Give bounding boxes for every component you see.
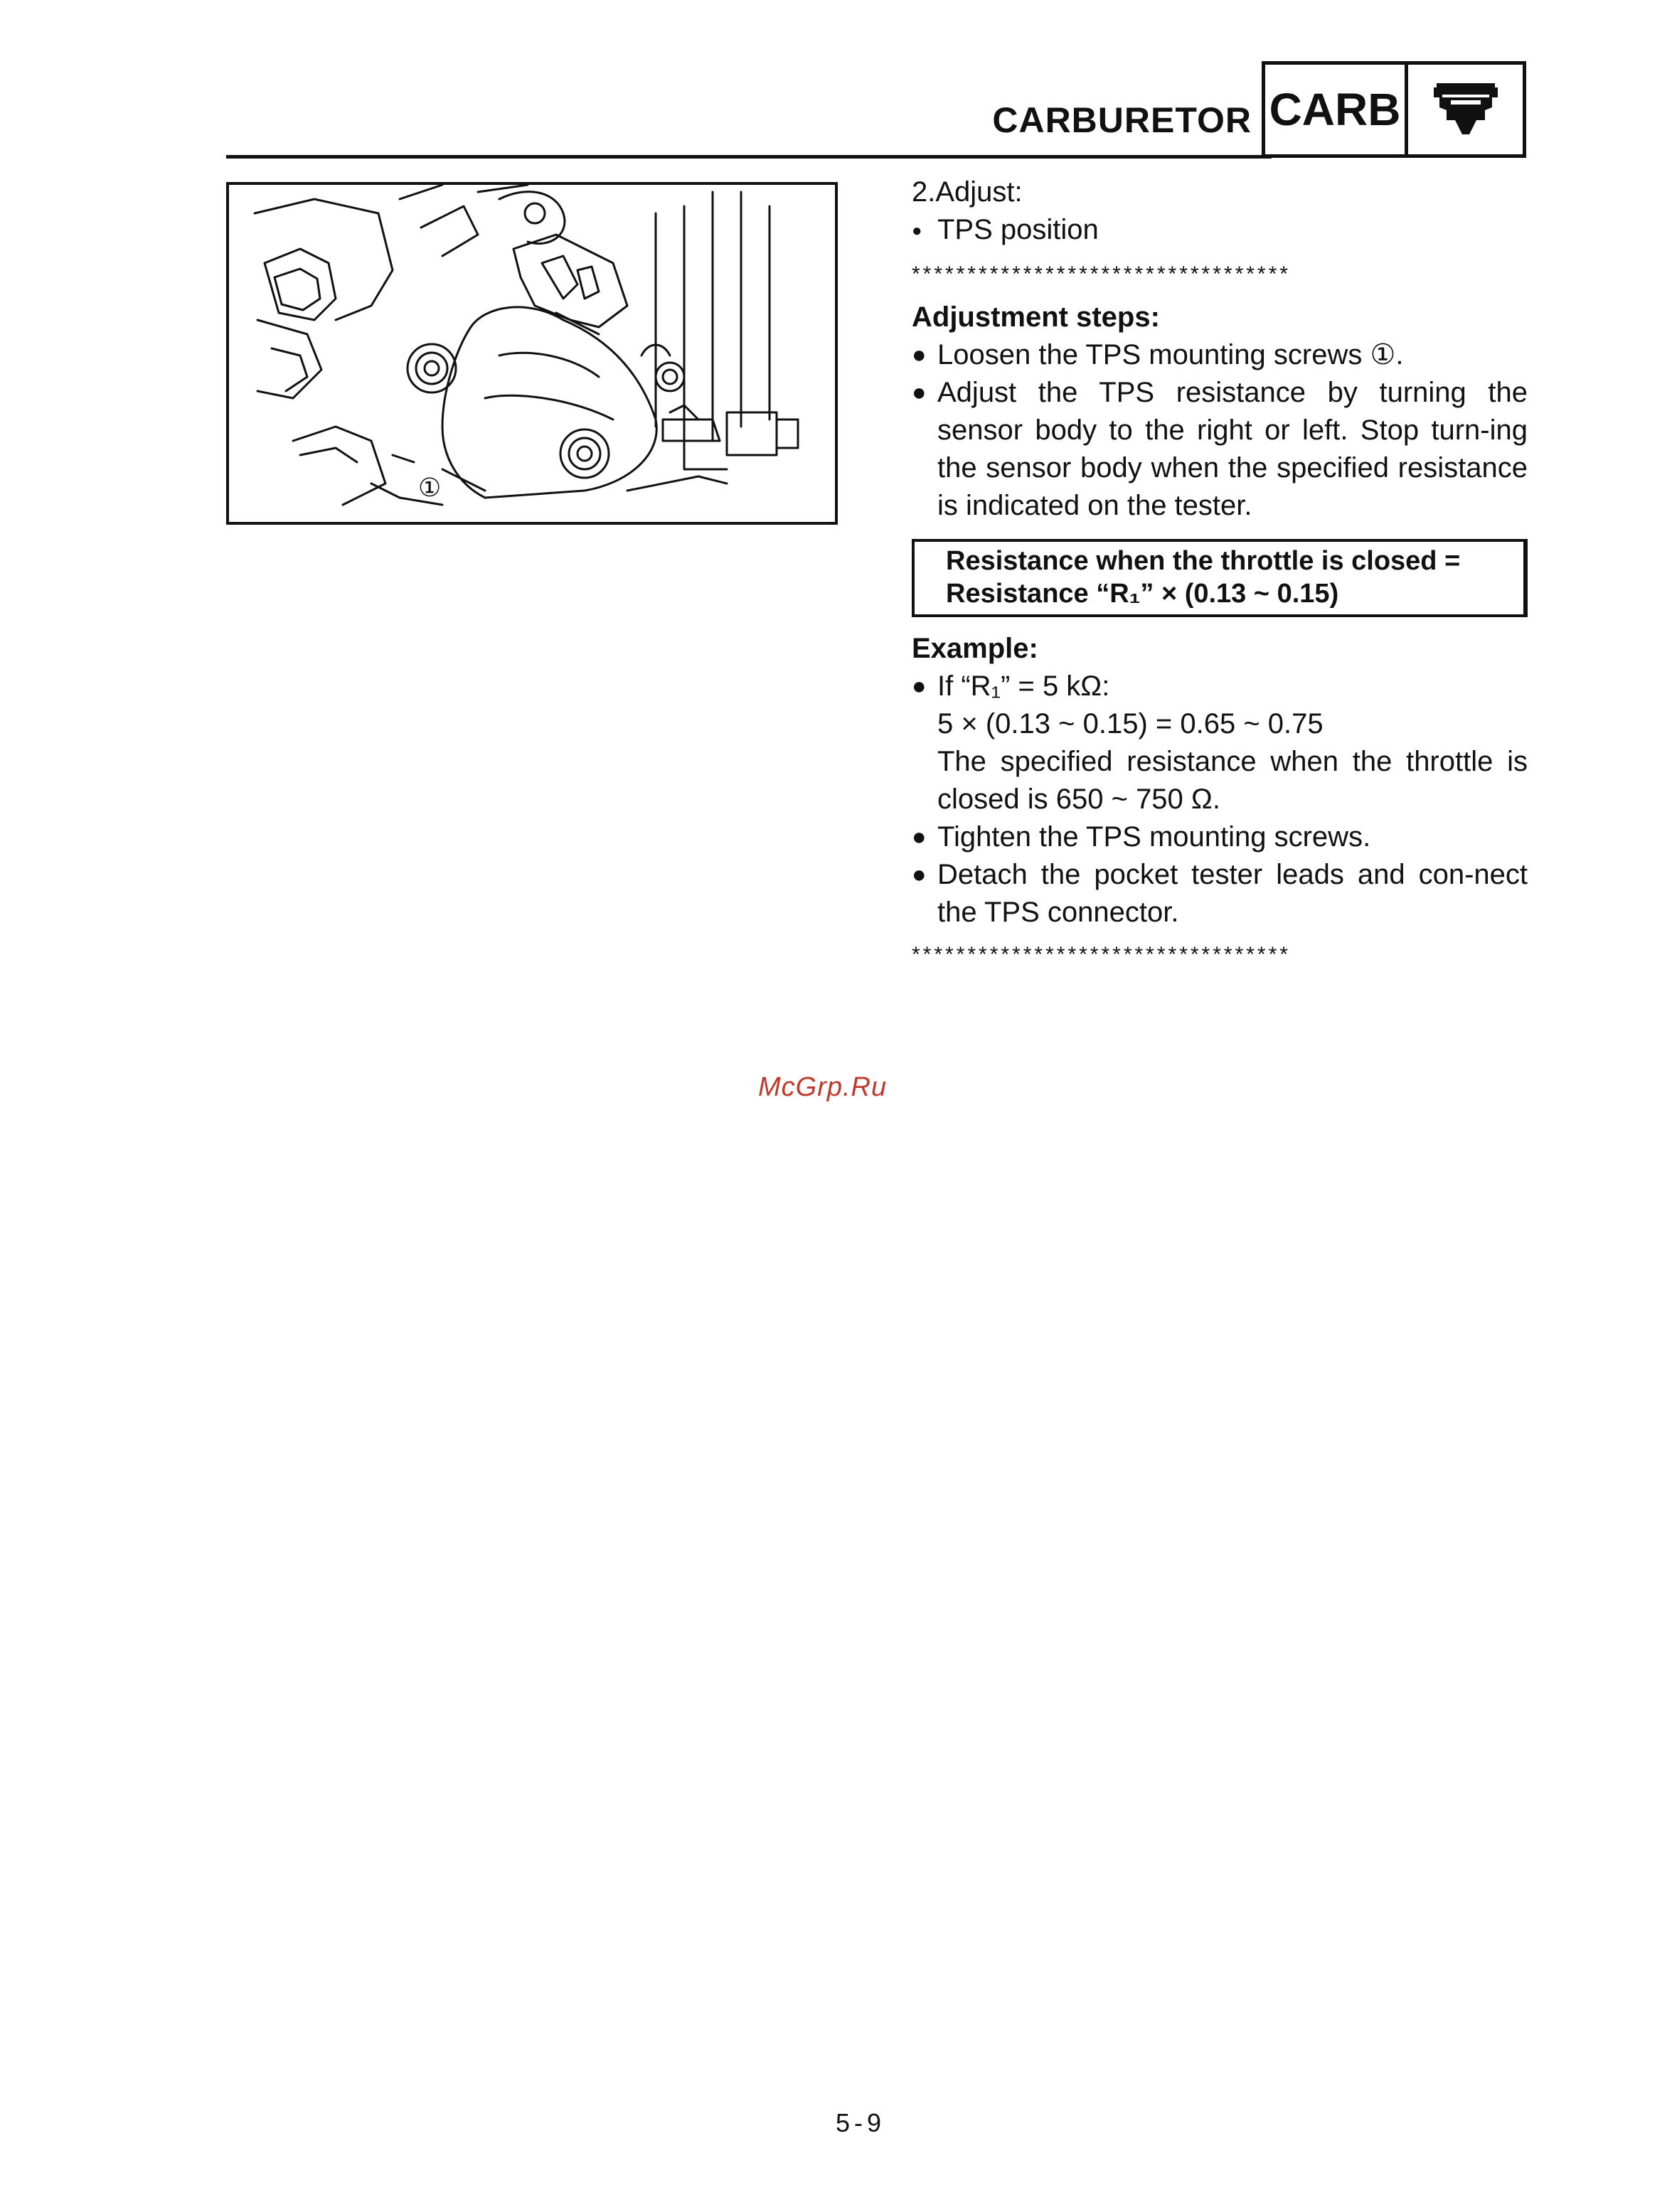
- carburetor-icon: [1408, 65, 1523, 154]
- watermark: McGrp.Ru: [758, 1072, 888, 1102]
- header-rule: [226, 155, 1272, 159]
- list-item: [912, 818, 1528, 856]
- example-result: The specified resistance when the throttle is closed is 650 ~ 750 Ω.: [937, 746, 1528, 815]
- bullet-icon: ●: [912, 861, 927, 888]
- list-item: [912, 856, 1528, 931]
- steps-heading: Adjustment steps:: [912, 301, 1160, 333]
- tps-line-drawing: [229, 185, 835, 522]
- list-item: [912, 336, 1528, 374]
- list-item-text: Loosen the TPS mounting screws ①.: [937, 339, 1404, 370]
- procedure-column: [912, 173, 1528, 978]
- step-item-text: TPS position: [937, 214, 1099, 245]
- example-calc: 5 × (0.13 ~ 0.15) = 0.65 ~ 0.75: [937, 708, 1324, 739]
- asterisk-divider-bottom: **********************************: [912, 943, 1291, 966]
- spec-line-1: Resistance when the throttle is closed =: [946, 546, 1461, 576]
- list-item-text: Adjust the TPS resistance by turning the sensor body to the right or left. Stop turn-ing the sensor body when the specified resistance is indicated on the tester.: [937, 377, 1528, 521]
- bullet-icon: ●: [912, 379, 927, 406]
- list-item: [912, 374, 1528, 525]
- example-heading: Example:: [912, 633, 1038, 664]
- list-item: [912, 668, 1528, 705]
- step-label: 2.Adjust:: [912, 176, 1023, 208]
- bullet-icon: ●: [912, 221, 922, 240]
- callout-number: ①: [418, 473, 442, 502]
- list-item-text: Tighten the TPS mounting screws.: [937, 821, 1371, 853]
- section-code: CARB: [1265, 65, 1408, 154]
- step-item: [912, 211, 1528, 251]
- example-if: If “R₁” = 5 kΩ:: [937, 670, 1110, 702]
- bullet-icon: ●: [912, 673, 927, 700]
- asterisk-divider-top: **********************************: [912, 262, 1291, 286]
- section-title: CARBURETOR: [992, 100, 1252, 140]
- spec-line-2: Resistance “R₁” × (0.13 ~ 0.15): [946, 579, 1339, 609]
- bullet-icon: ●: [912, 823, 927, 850]
- specification-box: [912, 539, 1528, 617]
- page-number: 5-9: [836, 2108, 886, 2137]
- tps-illustration: [226, 182, 838, 525]
- bullet-icon: ●: [912, 341, 927, 368]
- list-item-text: Detach the pocket tester leads and con-nect the TPS connector.: [937, 859, 1528, 928]
- section-tab: [1262, 61, 1526, 158]
